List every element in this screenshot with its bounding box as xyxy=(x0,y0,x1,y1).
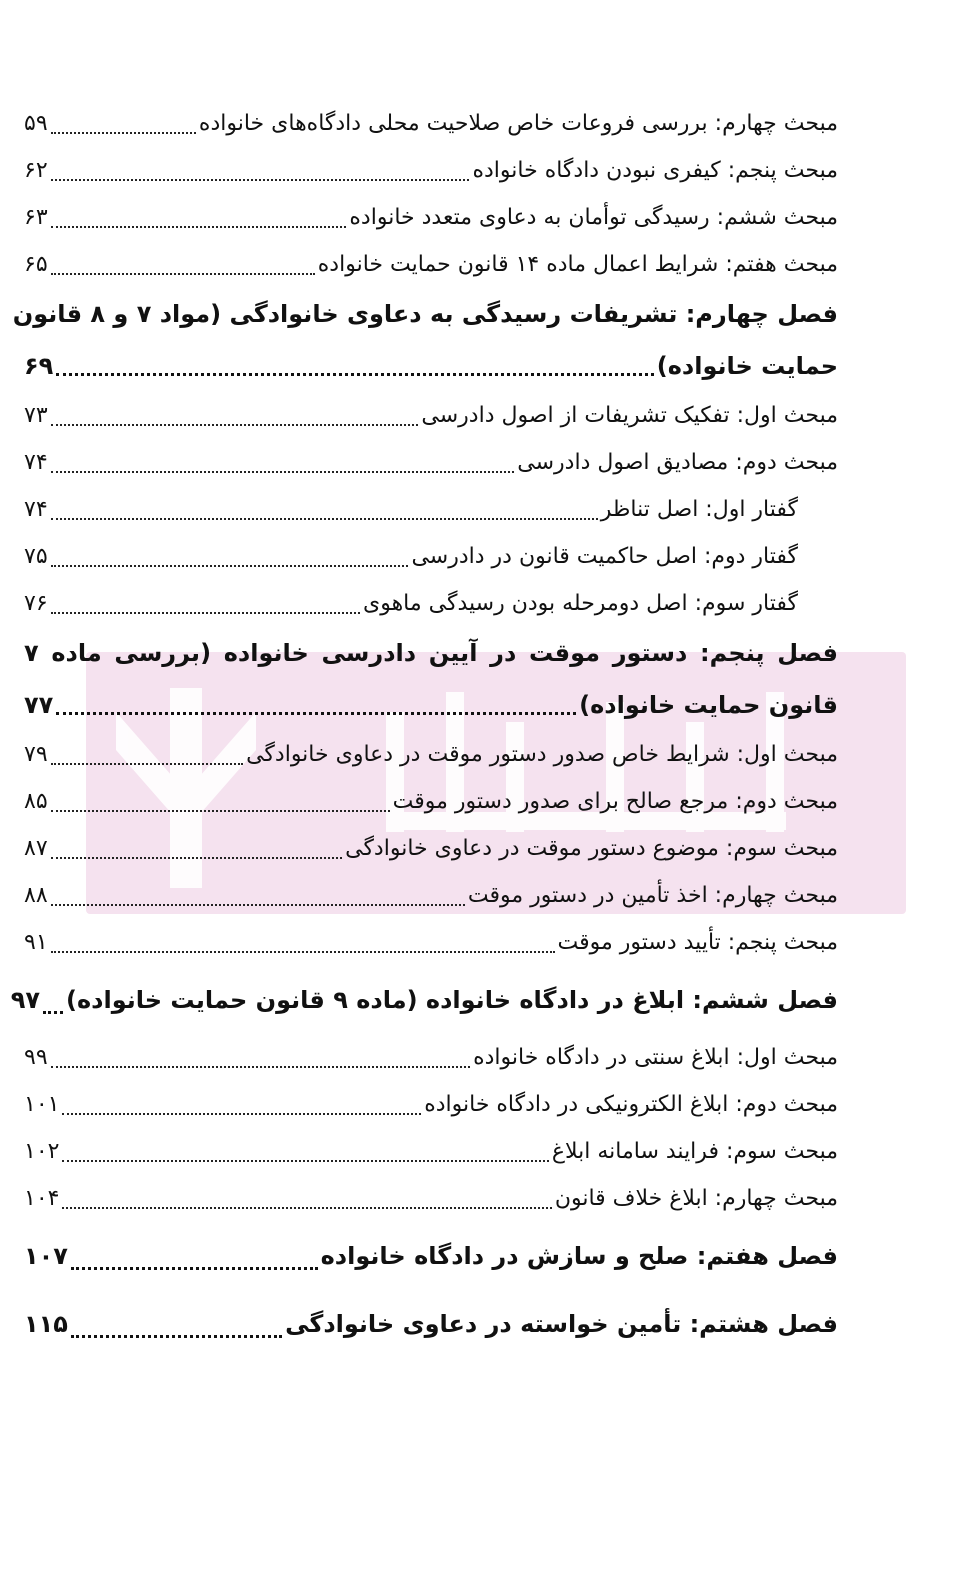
chapter-title-line1: فصل پنجم: دستور موقت در آیین دادرسی خانواده (بررسی ماده ۷ xyxy=(24,639,838,667)
dot-leader xyxy=(51,904,465,906)
chapter-title-text: فصل ششم: ابلاغ در دادگاه خانواده (ماده ۹ قانون حمایت خانواده) xyxy=(66,986,838,1014)
entry-page-number: ۷۳ xyxy=(24,403,48,428)
chapter-8-heading xyxy=(24,1290,838,1358)
chapter-page-number: ۷۷ xyxy=(24,691,54,719)
dot-leader xyxy=(51,471,515,473)
entry-title: مبحث دوم: ابلاغ الکترونیکی در دادگاه خانواده xyxy=(424,1092,838,1117)
chapter-title-text: فصل هفتم: صلح و سازش در دادگاه خانواده xyxy=(320,1242,838,1270)
dot-leader xyxy=(51,612,360,614)
toc-entry xyxy=(24,778,838,825)
entry-page-number: ۸۵ xyxy=(24,789,48,814)
table-of-contents xyxy=(10,100,838,1358)
dot-leader xyxy=(71,1335,282,1338)
dot-leader xyxy=(51,424,419,426)
entry-page-number: ۸۸ xyxy=(24,883,48,908)
entry-title: مبحث ششم: رسیدگی توأمان به دعاوی متعدد خانواده xyxy=(349,205,838,230)
entry-title: مبحث سوم: فرایند سامانه ابلاغ xyxy=(551,1139,838,1164)
dot-leader xyxy=(51,273,315,275)
toc-entry xyxy=(24,1081,838,1128)
entry-page-number: ۷۹ xyxy=(24,742,48,767)
chapter-title-text: فصل هشتم: تأمین خواسته در دعاوی خانوادگی xyxy=(285,1310,838,1338)
entry-title: مبحث اول: شرایط خاص صدور دستور موقت در دعاوی خانوادگی xyxy=(246,742,838,767)
entry-page-number: ۱۰۴ xyxy=(24,1186,60,1211)
chapter-title-text: حمایت خانواده) xyxy=(656,352,838,380)
dot-leader xyxy=(51,1066,470,1068)
toc-entry xyxy=(24,731,838,778)
dot-leader xyxy=(51,857,342,859)
chapter-4-heading xyxy=(12,288,838,392)
entry-page-number: ۷۴ xyxy=(24,497,48,522)
dot-leader xyxy=(51,226,347,228)
chapter-6-heading xyxy=(10,966,838,1034)
dot-leader xyxy=(71,1267,318,1270)
dot-leader xyxy=(62,1113,421,1115)
chapter-page-number: ۹۷ xyxy=(10,986,41,1014)
dot-leader xyxy=(62,1207,551,1209)
entry-page-number: ۹۹ xyxy=(24,1045,48,1070)
toc-entry xyxy=(24,1034,838,1081)
dot-leader xyxy=(51,565,409,567)
chapter-page-number: ۶۹ xyxy=(24,352,54,380)
entry-page-number: ۷۶ xyxy=(24,591,48,616)
chapter-7-heading xyxy=(24,1222,838,1290)
entry-page-number: ۷۵ xyxy=(24,544,48,569)
entry-title: مبحث دوم: مصادیق اصول دادرسی xyxy=(517,450,838,475)
entry-title: مبحث اول: تفکیک تشریفات از اصول دادرسی xyxy=(421,403,838,428)
toc-entry xyxy=(24,194,838,241)
toc-entry xyxy=(24,241,838,288)
chapter-title-line2 xyxy=(24,679,838,731)
entry-page-number: ۵۹ xyxy=(24,111,48,136)
entry-page-number: ۶۵ xyxy=(24,252,48,277)
entry-page-number: ۱۰۲ xyxy=(24,1139,60,1164)
entry-page-number: ۶۲ xyxy=(24,158,48,183)
entry-title: مبحث سوم: موضوع دستور موقت در دعاوی خانوادگی xyxy=(345,836,838,861)
dot-leader xyxy=(56,712,576,715)
entry-title: مبحث پنجم: تأیید دستور موقت xyxy=(557,930,838,955)
entry-title: مبحث چهارم: ابلاغ خلاف قانون xyxy=(554,1186,838,1211)
toc-entry xyxy=(24,1175,838,1222)
toc-entry xyxy=(24,919,838,966)
dot-leader xyxy=(51,763,243,765)
dot-leader xyxy=(62,1160,548,1162)
entry-title: مبحث پنجم: کیفری نبودن دادگاه خانواده xyxy=(472,158,838,183)
toc-entry xyxy=(24,392,838,439)
dot-leader xyxy=(51,179,470,181)
chapter-page-number: ۱۱۵ xyxy=(24,1310,68,1338)
dot-leader xyxy=(51,132,196,134)
entry-title: گفتار اول: اصل تناظر xyxy=(600,497,798,522)
toc-subentry xyxy=(24,486,838,533)
toc-entry xyxy=(24,439,838,486)
entry-page-number: ۹۱ xyxy=(24,930,48,955)
dot-leader xyxy=(43,1011,63,1014)
toc-entry xyxy=(24,825,838,872)
chapter-title-line1: فصل چهارم: تشریفات رسیدگی به دعاوی خانوادگی (مواد ۷ و ۸ قانون xyxy=(12,300,838,328)
toc-entry xyxy=(24,147,838,194)
entry-title: مبحث اول: ابلاغ سنتی در دادگاه خانواده xyxy=(473,1045,838,1070)
entry-title: مبحث هفتم: شرایط اعمال ماده ۱۴ قانون حمایت خانواده xyxy=(317,252,838,277)
chapter-5-heading xyxy=(24,627,838,731)
toc-entry xyxy=(24,100,838,147)
entry-page-number: ۸۷ xyxy=(24,836,48,861)
entry-page-number: ۶۳ xyxy=(24,205,48,230)
entry-title: گفتار سوم: اصل دومرحله بودن رسیدگی ماهوی xyxy=(362,591,798,616)
toc-subentry xyxy=(24,533,838,580)
chapter-title-line2 xyxy=(24,340,838,392)
chapter-page-number: ۱۰۷ xyxy=(24,1242,68,1270)
toc-subentry xyxy=(24,580,838,627)
entry-title: گفتار دوم: اصل حاکمیت قانون در دادرسی xyxy=(411,544,798,569)
entry-page-number: ۱۰۱ xyxy=(24,1092,60,1117)
toc-entry xyxy=(24,1128,838,1175)
toc-entry xyxy=(24,872,838,919)
dot-leader xyxy=(51,810,390,812)
entry-title: مبحث چهارم: بررسی فروعات خاص صلاحیت محلی دادگاه‌های خانواده xyxy=(198,111,838,136)
entry-title: مبحث چهارم: اخذ تأمین در دستور موقت xyxy=(467,883,838,908)
dot-leader xyxy=(56,373,653,376)
dot-leader xyxy=(51,518,598,520)
chapter-title-text: قانون حمایت خانواده) xyxy=(579,691,838,719)
entry-page-number: ۷۴ xyxy=(24,450,48,475)
entry-title: مبحث دوم: مرجع صالح برای صدور دستور موقت xyxy=(392,789,838,814)
dot-leader xyxy=(51,951,555,953)
